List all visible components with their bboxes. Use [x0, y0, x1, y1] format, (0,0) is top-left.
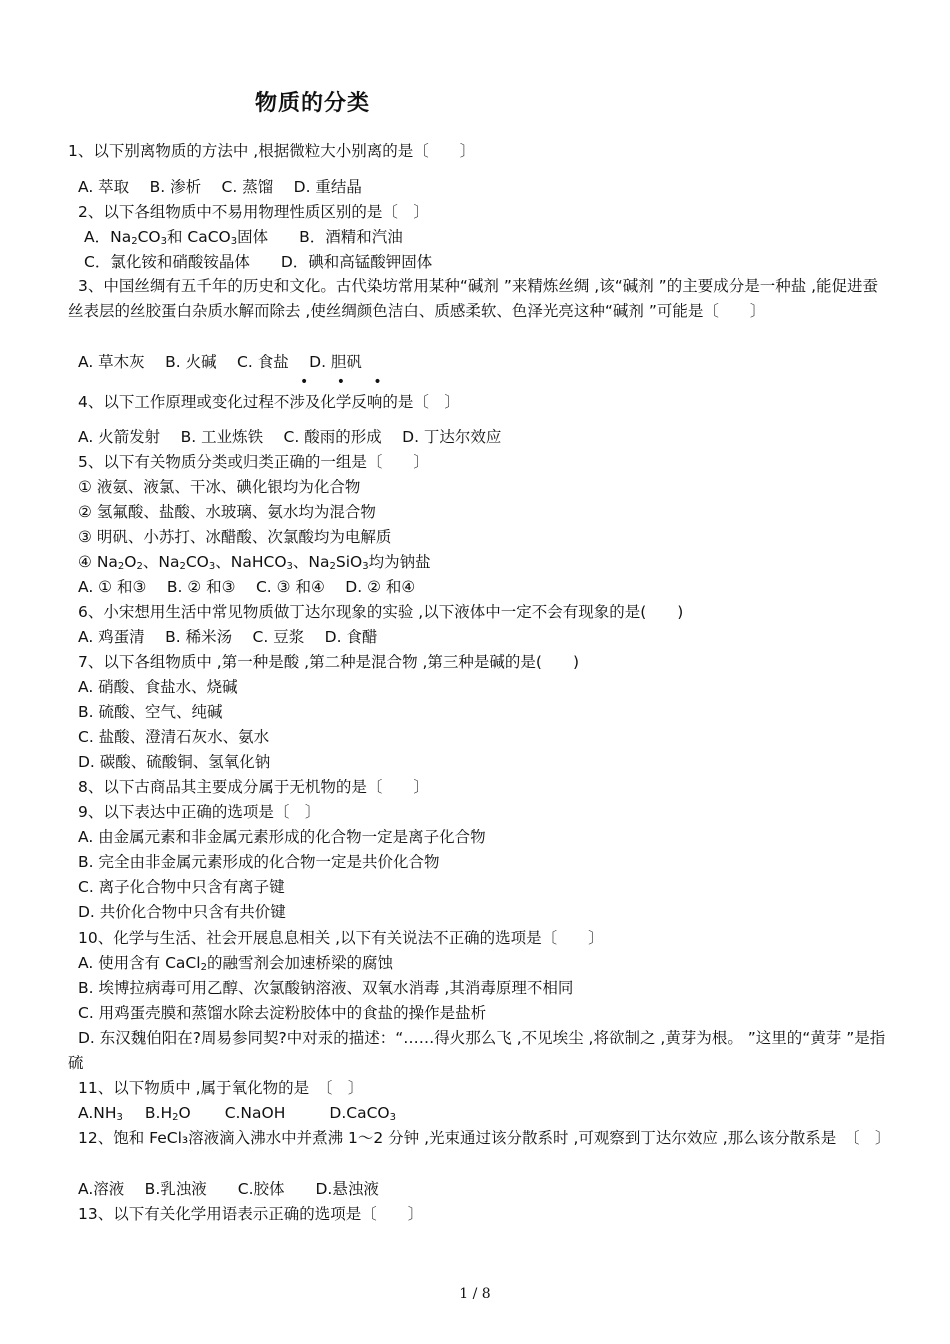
- question-5-item-1: ① 液氨、液氯、干冰、碘化银均为化合物: [78, 478, 361, 496]
- question-2: 2、以下各组物质中不易用物理性质区别的是〔 〕: [78, 203, 429, 221]
- question-10: 10、化学与生活、社会开展息息相关 ,以下有关说法不正确的选项是〔 〕: [78, 929, 604, 947]
- question-13: 13、以下有关化学用语表示正确的选项是〔 〕: [78, 1205, 424, 1223]
- question-3-options: A. 草木灰 B. 火碱 C. 食盐 D. 胆矾: [78, 353, 362, 371]
- question-10-option-b: B. 埃博拉病毒可用乙醇、次氯酸钠溶液、双氧水消毒 ,其消毒原理不相同: [78, 979, 574, 997]
- question-7-option-c: C. 盐酸、澄清石灰水、氨水: [78, 728, 270, 746]
- question-12-options: A.溶液 B.乳浊液 C.胶体 D.悬浊液: [78, 1180, 379, 1198]
- question-9-option-c: C. 离子化合物中只含有离子键: [78, 878, 285, 896]
- question-6-options: A. 鸡蛋清 B. 稀米汤 C. 豆浆 D. 食醋: [78, 628, 378, 646]
- question-7-option-a: A. 硝酸、食盐水、烧碱: [78, 678, 238, 696]
- question-4-options: A. 火箭发射 B. 工业炼铁 C. 酸雨的形成 D. 丁达尔效应: [78, 428, 502, 446]
- question-12: 12、饱和 FeCl₃溶液滴入沸水中并煮沸 1～2 分钟 ,光束通过该分散系时 ,可观察到丁达尔效应 ,那么该分散系是 〔 〕: [78, 1129, 891, 1147]
- question-5-item-3: ③ 明矾、小苏打、冰醋酸、次氯酸均为电解质: [78, 528, 392, 546]
- question-10-option-c: C. 用鸡蛋壳膜和蒸馏水除去淀粉胶体中的食盐的操作是盐析: [78, 1004, 487, 1022]
- question-11-options: $A.NH_3$ $B.H_2O$ C.NaOH D.CaCO$_3$: [78, 1104, 396, 1123]
- page-title: 物质的分类: [255, 91, 371, 116]
- question-1-options: A. 萃取 B. 渗析 C. 蒸馏 D. 重结晶: [78, 178, 362, 196]
- question-8: 8、以下古商品其主要成分属于无机物的是〔 〕: [78, 778, 429, 796]
- question-5: 5、以下有关物质分类或归类正确的一组是〔 〕: [78, 453, 429, 471]
- question-5-options: A. ① 和③ B. ② 和③ C. ③ 和④ D. ② 和④: [78, 578, 416, 596]
- question-10-option-d: D. 东汉魏伯阳在?周易参同契?中对汞的描述：“……得火那么飞 ,不见埃尘 ,将欲制之 ,黄芽为根。 ”这里的“黄芽 ”是指硫: [68, 1029, 886, 1072]
- question-1: 1、以下别离物质的方法中 ,根据微粒大小别离的是〔 〕: [68, 142, 476, 160]
- question-7-option-d: D. 碳酸、硫酸铜、氢氧化钠: [78, 753, 271, 771]
- question-9-option-d: D. 共价化合物中只含有共价键: [78, 903, 286, 921]
- question-9: 9、以下表达中正确的选项是〔 〕: [78, 803, 321, 821]
- question-5-item-2: ② 氢氟酸、盐酸、水玻璃、氨水均为混合物: [78, 503, 376, 521]
- question-4: 4、以下工作原理或变化过程不涉及化学反响的是〔 〕: [78, 393, 460, 411]
- question-10-option-a: A. 使用含有 CaCl$_2$的融雪剂会加速桥梁的腐蚀: [78, 954, 393, 973]
- question-3: 3、中国丝绸有五千年的历史和文化。古代染坊常用某种“碱剂 ”来精炼丝绸 ,该“碱剂 ”的主要成分是一种盐 ,能促进蚕丝表层的丝胶蛋白杂质水解而除去 ,使丝绸颜色洁白、质感柔软、色泽光亮这种“碱剂 ”可能是〔 〕: [68, 277, 879, 320]
- emphasis-dots: • • •: [300, 374, 394, 390]
- question-5-item-4: ④ $Na_2O_2$、$Na_2CO_3$、NaHCO$_3$、$Na_2SiO_3$均为钠盐: [78, 553, 431, 572]
- question-7-option-b: B. 硫酸、空气、纯碱: [78, 703, 223, 721]
- question-2-options-ab: A．$Na_2CO_3$和 CaCO$_3$固体 B．酒精和汽油: [84, 228, 403, 247]
- question-2-options-cd: C．氯化铵和硝酸铵晶体 D．碘和高锰酸钾固体: [84, 253, 433, 271]
- question-9-option-b: B. 完全由非金属元素形成的化合物一定是共价化合物: [78, 853, 440, 871]
- question-11: 11、以下物质中 ,属于氧化物的是 〔 〕: [78, 1079, 364, 1097]
- question-6: 6、小宋想用生活中常见物质做丁达尔现象的实验 ,以下液体中一定不会有现象的是( ): [78, 603, 684, 621]
- question-7: 7、以下各组物质中 ,第一种是酸 ,第二种是混合物 ,第三种是碱的是( ): [78, 653, 580, 671]
- page-number: 1 / 8: [459, 1286, 491, 1302]
- question-9-option-a: A. 由金属元素和非金属元素形成的化合物一定是离子化合物: [78, 828, 486, 846]
